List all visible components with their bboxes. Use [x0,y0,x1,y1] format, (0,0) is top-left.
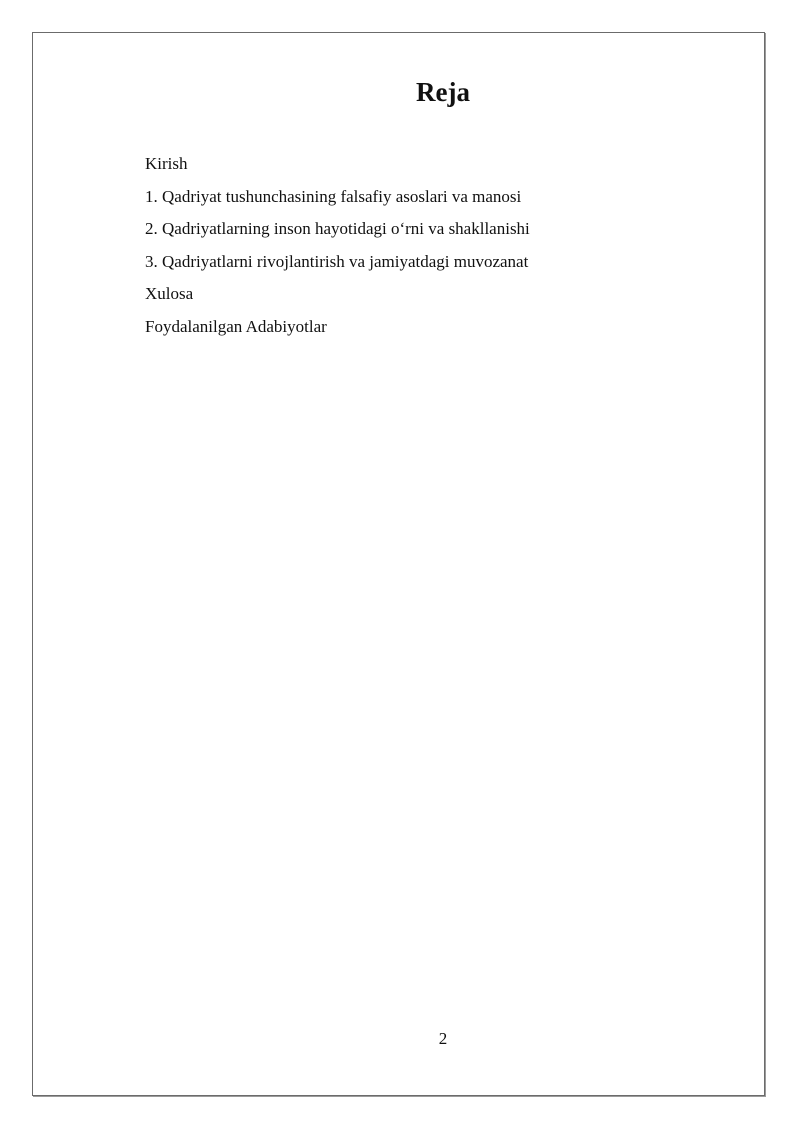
plan-item-references: Foydalanilgan Adabiyotlar [145,316,327,336]
page-title: Reja [416,77,470,107]
plan-item-conclusion: Xulosa [145,284,194,304]
document-page [32,32,765,1096]
page-number: 2 [438,1029,448,1048]
plan-item-3: 3. Qadriyatlarni rivojlantirish va jamiyatdagi muvozanat [145,251,529,271]
plan-list [145,148,530,344]
plan-item-2: 2. Qadriyatlarning inson hayotidagi o‘rni va shakllanishi [145,219,530,239]
plan-item-1: 1. Qadriyat tushunchasining falsafiy asoslari va manosi [145,186,522,206]
plan-item-introduction: Kirish [145,154,188,173]
